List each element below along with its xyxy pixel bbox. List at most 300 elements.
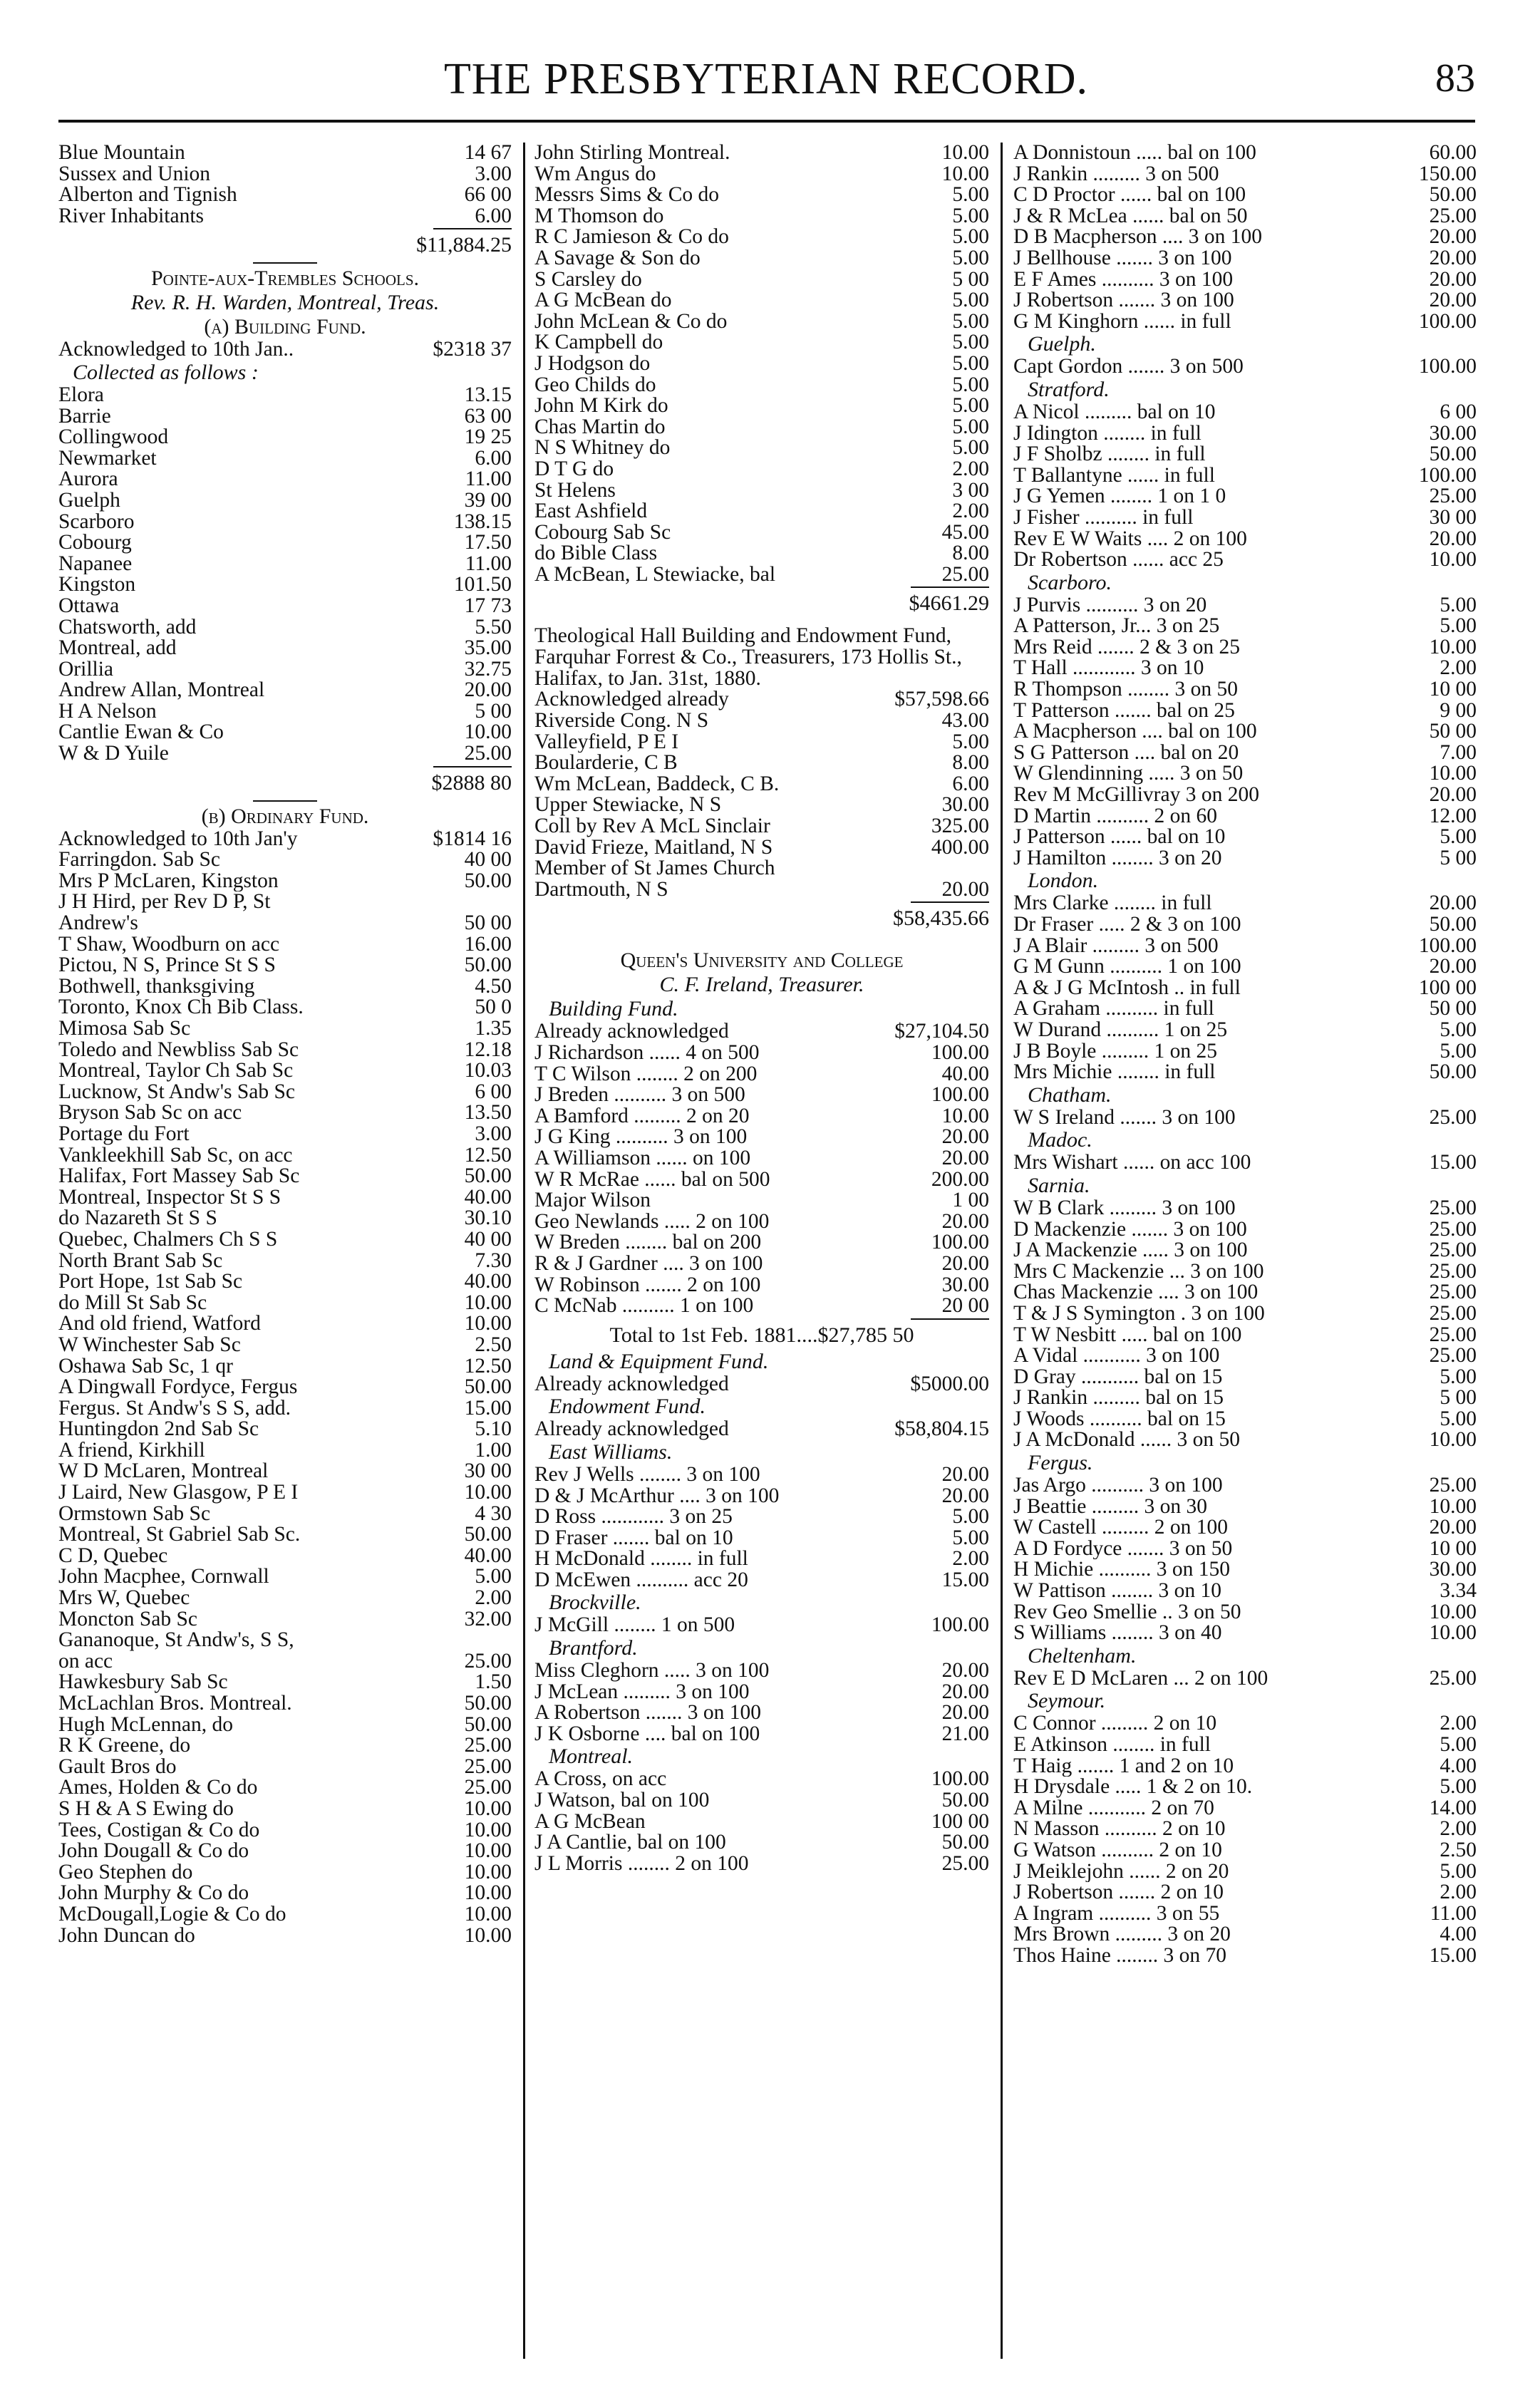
entry-name: Ames, Holden & Co do	[58, 1777, 258, 1799]
ledger-row	[58, 680, 512, 701]
place-heading: East Williams.	[549, 1440, 673, 1464]
entry-list	[1013, 1668, 1477, 1690]
entry-amount: 5.00	[952, 1526, 989, 1549]
entry-amount: 10 00	[1429, 1536, 1477, 1560]
ledger-row	[58, 1251, 512, 1272]
entry-name: Bryson Sab Sc on acc	[58, 1102, 242, 1124]
entry-name: J F Sholbz ........ in full	[1013, 444, 1206, 465]
entry-amount: 2.00	[1440, 1712, 1477, 1735]
entry-name: Port Hope, 1st Sab Sc	[58, 1271, 243, 1293]
entry-amount: 5.00	[952, 394, 989, 418]
entry-name: K Campbell do	[534, 332, 663, 353]
ledger-row	[1013, 486, 1477, 507]
entry-amount: 20.00	[1429, 246, 1477, 269]
entry-name: N Masson .......... 2 on 10	[1013, 1819, 1226, 1840]
entry-name: St Helens	[534, 480, 616, 502]
ledger-row	[1013, 143, 1477, 164]
ledger-row	[58, 1060, 512, 1082]
entry-name: A Robertson ....... 3 on 100	[534, 1702, 761, 1724]
entry-amount: 5 00	[952, 267, 989, 291]
entry-list	[1013, 1475, 1477, 1644]
entry-amount: 25.00	[1429, 1323, 1477, 1346]
ledger-row	[58, 143, 512, 164]
entry-amount: 100.00	[931, 1083, 989, 1107]
entry-amount: 5.00	[952, 373, 989, 396]
entry-amount: 5.00	[1440, 1775, 1477, 1799]
entry-name: Alberton and Tignish	[58, 185, 237, 206]
entry-name: A D Fordyce ....... 3 on 50	[1013, 1538, 1233, 1560]
entry-amount: 20.00	[464, 678, 512, 702]
entry-amount: 13.50	[464, 1101, 512, 1125]
entry-amount: 6 00	[475, 1080, 512, 1103]
ledger-row	[1013, 1536, 1477, 1560]
ledger-row	[58, 617, 512, 639]
entry-amount: 325.00	[931, 815, 989, 838]
entry-amount: 10.00	[1429, 635, 1477, 658]
entry-name: R Thompson ........ 3 on 50	[1013, 679, 1238, 701]
entry-name: A Macpherson .... bal on 100	[1013, 721, 1257, 743]
entry-name: M Thomson do	[534, 205, 664, 227]
entry-amount: 50.00	[464, 1692, 512, 1715]
ledger-row	[534, 1127, 989, 1148]
entry-amount: 10.00	[464, 1312, 512, 1335]
place-heading: Brockville.	[549, 1591, 641, 1615]
entry-amount: 10.00	[464, 1881, 512, 1905]
entry-amount: 2.00	[475, 1586, 512, 1610]
entry-name: J Laird, New Glasgow, P E I	[58, 1482, 299, 1504]
entry-amount: 20.00	[1429, 891, 1477, 915]
ledger-row	[58, 532, 512, 554]
entry-amount: 25.00	[941, 562, 989, 586]
entry-name: A Patterson, Jr... 3 on 25	[1013, 616, 1220, 637]
entry-amount: 50 0	[475, 996, 512, 1019]
entry-name: J H Hird, per Rev D P, St	[58, 891, 271, 914]
ledger-row	[1013, 1602, 1477, 1623]
entry-name: H Michie .......... 3 on 150	[1013, 1559, 1230, 1581]
ledger-row	[534, 1085, 989, 1106]
entry-amount: 11.00	[465, 467, 512, 491]
acknowledged-row	[58, 339, 512, 361]
ledger-row	[58, 997, 512, 1018]
treasurer-line: Rev. R. H. Warden, Montreal, Treas.	[130, 291, 440, 315]
ledger-row	[58, 1672, 512, 1693]
entry-name: W & D Yuile	[58, 743, 169, 765]
entry-name: G Watson .......... 2 on 10	[1013, 1839, 1222, 1861]
ledger-row	[534, 564, 989, 586]
entry-amount: 5.00	[952, 1505, 989, 1529]
entry-amount: 12.50	[464, 1354, 512, 1378]
ledger-row	[1013, 658, 1477, 679]
ledger-row	[1013, 269, 1477, 291]
entry-amount: 5.00	[1440, 593, 1477, 616]
ledger-row	[58, 448, 512, 470]
entry-amount: 3 00	[952, 478, 989, 502]
ledger-row	[1013, 785, 1477, 806]
entry-name: C D Proctor ...... bal on 100	[1013, 185, 1246, 206]
entry-amount: 40.00	[464, 1544, 512, 1567]
entry-amount: 5.50	[475, 615, 512, 639]
entry-amount: 10.00	[1429, 548, 1477, 572]
ledger-row	[534, 1064, 989, 1085]
entry-name: North Brant Sab Sc	[58, 1250, 223, 1272]
ledger-row	[534, 1724, 989, 1745]
entry-name: Already acknowledged	[534, 1021, 729, 1043]
entry-amount: 30 00	[464, 1459, 512, 1483]
entry-name: J Robertson ....... 3 on 100	[1013, 290, 1234, 311]
ledger-row	[534, 543, 989, 564]
ledger-row	[58, 1735, 512, 1757]
ledger-row	[58, 659, 512, 681]
entry-name: J L Morris ........ 2 on 100	[534, 1853, 749, 1875]
entry-name: R K Greene, do	[58, 1735, 191, 1757]
entry-amount: 5.00	[952, 331, 989, 354]
ledger-row	[1013, 529, 1477, 550]
entry-amount: 2.00	[1440, 656, 1477, 680]
entry-amount: 4 30	[475, 1502, 512, 1525]
ledger-row	[534, 1296, 989, 1317]
fund-heading: (a) Building Fund.	[204, 315, 366, 339]
entry-amount: 10.00	[1429, 1428, 1477, 1452]
entry-amount: 2.00	[1440, 1881, 1477, 1904]
ledger-row	[1013, 721, 1477, 743]
ledger-row	[534, 311, 989, 333]
ledger-row	[58, 1082, 512, 1103]
entry-name: Pictou, N S, Prince St S S	[58, 955, 276, 976]
entry-amount: 10 00	[1429, 678, 1477, 701]
ledger-row	[58, 1124, 512, 1145]
entry-list	[1013, 143, 1477, 332]
entry-amount: 12.00	[1429, 804, 1477, 827]
entry-amount: 40 00	[464, 1227, 512, 1251]
ledger-row	[58, 1166, 512, 1187]
entry-amount: 1.50	[475, 1670, 512, 1694]
entry-name: Halifax, Fort Massey Sab Sc	[58, 1166, 300, 1187]
ledger-row	[534, 1506, 989, 1528]
entry-name: G M Gunn .......... 1 on 100	[1013, 956, 1241, 978]
entry-amount: 10.00	[464, 1481, 512, 1504]
ledger-row	[1013, 1840, 1477, 1861]
entry-amount: 20.00	[1429, 289, 1477, 312]
entry-amount: 5.00	[475, 1565, 512, 1588]
entry-name: Montreal, St Gabriel Sab Sc.	[58, 1524, 301, 1546]
section-rule	[253, 262, 317, 264]
ledger-row	[534, 1043, 989, 1064]
entry-amount: 8.00	[952, 542, 989, 565]
entry-name: T Haig ....... 1 and 2 on 10	[1013, 1755, 1234, 1777]
entry-amount: 100.00	[931, 1231, 989, 1254]
ledger-row	[534, 1374, 989, 1395]
entry-list	[534, 143, 989, 585]
entry-amount: 20 00	[941, 1294, 989, 1318]
ledger-row	[1013, 1198, 1477, 1219]
entry-name: Upper Stewiacke, N S	[534, 795, 722, 817]
entry-amount: 30 00	[1429, 505, 1477, 529]
entry-name: Mrs P McLaren, Kingston	[58, 870, 279, 892]
ledger-row	[1013, 1882, 1477, 1903]
place-heading: Montreal.	[549, 1745, 634, 1769]
entry-amount: 25.00	[464, 742, 512, 765]
entry-name: D & J McArthur .... 3 on 100	[534, 1485, 780, 1507]
ledger-row	[534, 332, 989, 353]
entry-name: J Breden .......... 3 on 500	[534, 1085, 745, 1106]
entry-amount: 5 00	[1440, 846, 1477, 869]
entry-name: Boularderie, C B	[534, 753, 678, 774]
fund-heading: Land & Equipment Fund.	[549, 1349, 769, 1373]
entry-amount: 1.00	[475, 1438, 512, 1462]
total-amount: $2888 80	[431, 770, 512, 795]
ledger-row	[534, 248, 989, 269]
ledger-row	[58, 1566, 512, 1588]
ledger-row	[534, 1790, 989, 1811]
entry-name: John Dougall & Co do	[58, 1841, 249, 1862]
ledger-row	[58, 469, 512, 490]
entry-amount: 20.00	[1429, 955, 1477, 978]
entry-name: Miss Cleghorn ..... 3 on 100	[534, 1660, 770, 1682]
entry-name: A G McBean	[534, 1811, 646, 1833]
entry-name: Rev E W Waits .... 2 on 100	[1013, 528, 1247, 550]
entry-amount: 50.00	[1429, 1060, 1477, 1084]
section-rule	[253, 800, 317, 802]
total-rule	[433, 228, 512, 229]
entry-amount: 100.00	[1418, 934, 1477, 957]
total-rule	[911, 901, 989, 903]
entry-name: N S Whitney do	[534, 438, 671, 459]
entry-amount: 25.00	[1429, 1259, 1477, 1283]
total-rule	[911, 586, 989, 588]
entry-amount: 1 00	[952, 1189, 989, 1212]
entry-amount: 25.00	[1429, 1344, 1477, 1368]
entry-amount: 20.00	[1429, 1516, 1477, 1539]
entry-name: J Hodgson do	[534, 353, 651, 375]
entry-amount: 20.00	[1429, 527, 1477, 550]
entry-name: T C Wilson ........ 2 on 200	[534, 1063, 758, 1085]
ledger-row	[58, 406, 512, 428]
entry-list	[534, 1021, 989, 1316]
entry-name: W B Clark ......... 3 on 100	[1013, 1197, 1236, 1219]
entry-amount: 4.00	[1440, 1754, 1477, 1777]
ledger-row	[534, 438, 989, 459]
entry-amount: 50.00	[941, 1789, 989, 1812]
entry-name: Riverside Cong. N S	[534, 710, 709, 732]
column-3	[1013, 143, 1477, 2359]
ledger-row	[58, 1820, 512, 1841]
entry-name: McLachlan Bros. Montreal.	[58, 1693, 292, 1715]
ledger-row	[1013, 1475, 1477, 1497]
entry-name: Montreal, add	[58, 638, 177, 659]
entry-amount: 50.00	[464, 1523, 512, 1546]
entry-amount: 100.00	[931, 1613, 989, 1637]
entry-amount: 10.00	[464, 1860, 512, 1883]
ledger-row	[1013, 1219, 1477, 1241]
ledger-row	[58, 1018, 512, 1040]
entry-name: J Richardson ...... 4 on 500	[534, 1043, 760, 1064]
ledger-row	[534, 1169, 989, 1191]
ledger-row	[1013, 679, 1477, 701]
entry-amount: 39 00	[464, 488, 512, 512]
entry-amount: 10.00	[1429, 762, 1477, 785]
entry-amount: 5.00	[952, 730, 989, 753]
ledger-row	[58, 1461, 512, 1482]
ledger-row	[58, 1904, 512, 1926]
entry-amount: 10.00	[941, 162, 989, 185]
entry-name: Wm McLean, Baddeck, C B.	[534, 773, 780, 795]
entry-name: Thos Haine ........ 3 on 70	[1013, 1945, 1227, 1967]
ledger-row	[1013, 1819, 1477, 1840]
ledger-row	[1013, 1062, 1477, 1083]
entry-name: Sussex and Union	[58, 163, 211, 185]
entry-name: Vankleekhill Sab Sc, on acc	[58, 1144, 293, 1167]
ledger-row	[58, 849, 512, 871]
entry-amount: 40.00	[941, 1062, 989, 1085]
entry-name: Acknowledged already	[534, 689, 729, 711]
header-rule	[58, 120, 1475, 123]
entry-amount: 1.35	[475, 1017, 512, 1040]
entry-name: W Durand .......... 1 on 25	[1013, 1019, 1228, 1041]
ledger-row	[1013, 1713, 1477, 1735]
entry-name: A Williamson ...... on 100	[534, 1147, 751, 1169]
entry-name: Montreal, Taylor Ch Sab Sc	[58, 1060, 294, 1082]
entry-list	[1013, 1198, 1477, 1451]
ledger-row	[58, 554, 512, 575]
ledger-row	[1013, 1735, 1477, 1756]
ledger-row	[1013, 1261, 1477, 1283]
entry-amount: 5.00	[952, 246, 989, 269]
ledger-row	[58, 1504, 512, 1525]
ledger-row	[1013, 1430, 1477, 1451]
entry-name: G M Kinghorn ...... in full	[1013, 311, 1231, 333]
ledger-row	[1013, 465, 1477, 487]
ledger-row	[534, 1615, 989, 1636]
entry-amount: 6 00	[1440, 400, 1477, 423]
ledger-row	[1013, 1387, 1477, 1409]
entry-name: J G Yemen ........ 1 on 1 0	[1013, 486, 1226, 507]
place-heading: Brantford.	[549, 1636, 638, 1660]
ledger-row	[1013, 1798, 1477, 1819]
entry-name: Major Wilson	[534, 1190, 651, 1211]
total-amount: $4661.29	[909, 591, 989, 616]
ledger-row	[534, 1549, 989, 1570]
column-2	[534, 143, 989, 2359]
ledger-row	[1013, 1581, 1477, 1602]
ledger-row	[534, 459, 989, 480]
entry-amount: 150.00	[1418, 162, 1477, 185]
ledger-row	[534, 164, 989, 185]
entry-name: Barrie	[58, 405, 111, 428]
entry-name: A friend, Kirkhill	[58, 1440, 205, 1462]
entry-name: D Fraser ....... bal on 10	[534, 1527, 733, 1549]
entry-amount: 20.00	[941, 1125, 989, 1149]
entry-amount: 25.00	[1429, 1239, 1477, 1262]
ledger-row	[1013, 956, 1477, 978]
entry-amount: 12.50	[464, 1143, 512, 1167]
ledger-row	[1013, 1020, 1477, 1041]
entry-name: A Milne ........... 2 on 70	[1013, 1797, 1214, 1819]
entry-amount: 50.00	[941, 1831, 989, 1854]
entry-amount: 50.00	[1429, 183, 1477, 207]
ledger-row	[1013, 311, 1477, 333]
entry-name: David Frieze, Maitland, N S	[534, 837, 773, 859]
entry-name: Hugh McLennan, do	[58, 1714, 233, 1736]
entry-amount: 2.00	[952, 500, 989, 523]
entry-name: D T G do	[534, 458, 614, 480]
entry-amount: 50 00	[464, 911, 512, 935]
ledger-row	[1013, 1107, 1477, 1129]
entry-name: J Idington ........ in full	[1013, 423, 1201, 445]
ledger-row	[1013, 616, 1477, 637]
entry-name: Cantlie Ewan & Co	[58, 722, 224, 744]
ledger-row	[1013, 423, 1477, 445]
ledger-row	[58, 743, 512, 765]
entry-list	[534, 1660, 989, 1745]
entry-name: J A Blair ......... 3 on 500	[1013, 935, 1219, 957]
entry-amount: 4.00	[1440, 1923, 1477, 1946]
entry-amount: 50.00	[1429, 443, 1477, 466]
entry-list	[534, 689, 989, 900]
ledger-row	[534, 1851, 989, 1875]
entry-amount: 15.00	[464, 1396, 512, 1420]
entry-name: W Robinson ....... 2 on 100	[534, 1274, 761, 1296]
entry-amount: 10.00	[1429, 1494, 1477, 1518]
page-number: 83	[1435, 56, 1475, 100]
ledger-row	[534, 1570, 989, 1591]
entry-name: Gault Bros do	[58, 1756, 177, 1778]
entry-name: A Cross, on acc	[534, 1769, 667, 1791]
entry-amount: 25.00	[1429, 204, 1477, 227]
entry-amount: 7.30	[475, 1249, 512, 1272]
entry-amount: 14 67	[464, 143, 512, 164]
entry-name: A Bamford ......... 2 on 20	[534, 1105, 750, 1127]
ledger-row	[1013, 978, 1477, 999]
running-title: THE PRESBYTERIAN RECORD.	[443, 55, 1089, 103]
total-rule	[433, 766, 512, 767]
entry-list	[1013, 1713, 1477, 1966]
ledger-row	[1013, 290, 1477, 311]
entry-name: Elora	[58, 384, 104, 406]
entry-name: W Breden ........ bal on 200	[534, 1232, 762, 1254]
place-heading: Scarboro.	[1028, 570, 1112, 594]
entry-amount: 32.75	[464, 657, 512, 681]
entry-name: Ormstown Sab Sc	[58, 1503, 211, 1525]
ledger-row	[534, 816, 989, 837]
ledger-row	[58, 1799, 512, 1820]
entry-name: J McGill ........ 1 on 500	[534, 1615, 735, 1637]
ledger-row	[58, 871, 512, 892]
entry-name: John Duncan do	[58, 1925, 195, 1947]
entry-name: Toronto, Knox Ch Bib Class.	[58, 997, 304, 1018]
entry-amount: $58,804.15	[894, 1417, 989, 1441]
total-amount: $58,435.66	[893, 906, 989, 931]
entry-name: Messrs Sims & Co do	[534, 185, 719, 206]
ledger-row	[1013, 763, 1477, 785]
entry-name: J Meiklejohn ...... 2 on 20	[1013, 1861, 1229, 1883]
ledger-row	[1013, 227, 1477, 248]
entry-amount: 6.00	[475, 204, 512, 227]
ledger-row	[1013, 206, 1477, 227]
entry-amount: 9 00	[1440, 698, 1477, 722]
entry-name: Mrs Michie ........ in full	[1013, 1062, 1216, 1083]
ledger-row	[1013, 637, 1477, 658]
entry-amount: 19 25	[464, 425, 512, 449]
ledger-row	[534, 1660, 989, 1682]
ledger-row	[534, 732, 989, 753]
entry-name: Hawkesbury Sab Sc	[58, 1672, 228, 1693]
ledger-row	[58, 913, 512, 934]
entry-amount: 30.00	[1429, 421, 1477, 445]
entry-name: Dartmouth, N S	[534, 879, 668, 901]
ledger-row	[58, 701, 512, 723]
entry-amount: $57,598.66	[894, 688, 989, 711]
place-heading: Guelph.	[1028, 332, 1096, 356]
